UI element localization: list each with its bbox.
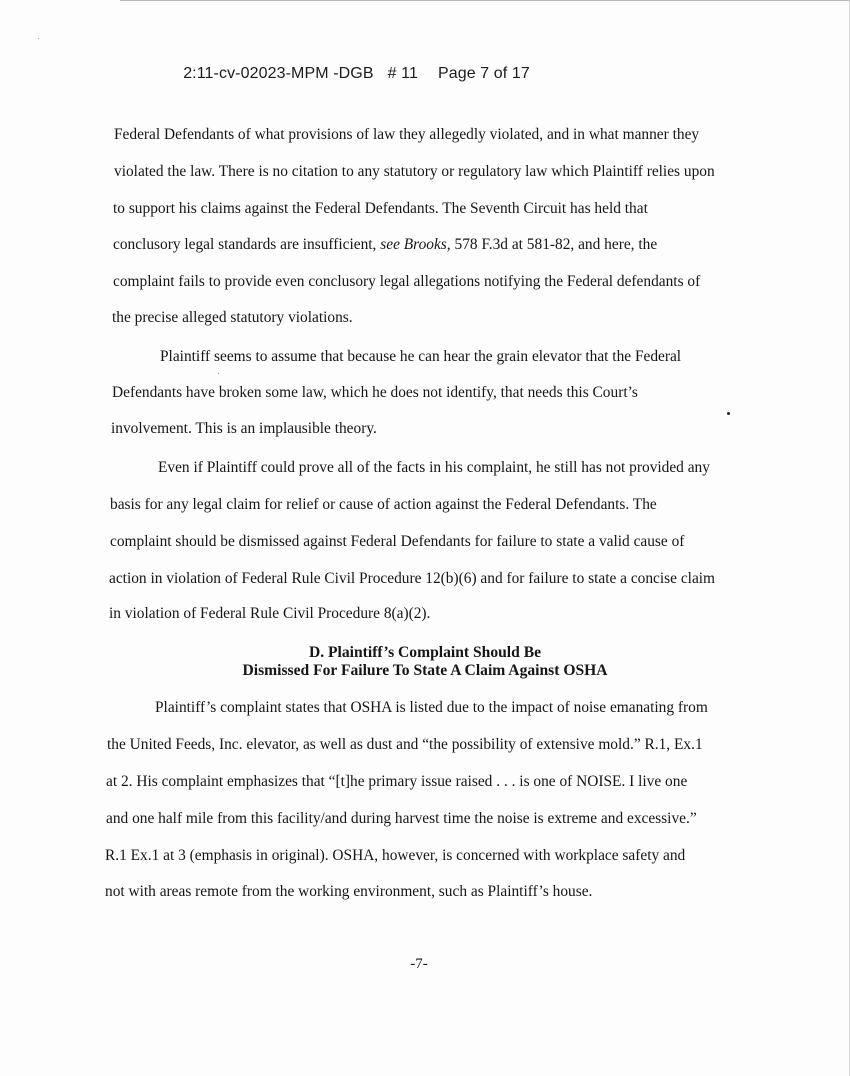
- body-text: conclusory legal standards are insufficient,: [113, 236, 381, 253]
- body-line: not with areas remote from the working environment, such as Plaintiff’s house.: [105, 883, 593, 900]
- body-line: the United Feeds, Inc. elevator, as well as dust and “the possibility of extensive mold.” R.1, Ex.1: [107, 736, 703, 753]
- body-line: Even if Plaintiff could prove all of the facts in his complaint, he still has not provided any: [158, 459, 710, 476]
- body-line: at 2. His complaint emphasizes that “[t]he primary issue raised . . . is one of NOISE. I live one: [106, 773, 688, 790]
- body-line: complaint fails to provide even conclusory legal allegations notifying the Federal defendants of: [113, 273, 701, 290]
- page-info: Page 7 of 17: [437, 65, 530, 82]
- body-line: Defendants have broken some law, which he does not identify, that needs this Court’s: [112, 384, 638, 401]
- body-line-with-citation: [113, 235, 657, 255]
- body-line: complaint should be dismissed against Federal Defendants for failure to state a valid cause of: [110, 533, 685, 550]
- case-citation: see Brooks,: [380, 236, 451, 253]
- body-line: basis for any legal claim for relief or cause of action against the Federal Defendants. The: [110, 496, 657, 513]
- page-number: -7-: [410, 956, 428, 972]
- body-line: involvement. This is an implausible theory.: [111, 420, 377, 437]
- scan-speck: [218, 373, 219, 374]
- body-line: violated the law. There is no citation to any statutory or regulatory law which Plaintiff relies upon: [114, 163, 715, 180]
- scan-speck: [727, 412, 730, 415]
- body-line: Plaintiff seems to assume that because he can hear the grain elevator that the Federal: [160, 348, 682, 365]
- body-line: the precise alleged statutory violations.: [112, 309, 353, 326]
- body-line: action in violation of Federal Rule Civil Procedure 12(b)(6) and for failure to state a concise claim: [109, 570, 716, 587]
- document-number: # 11: [387, 65, 418, 82]
- body-line: Federal Defendants of what provisions of law they allegedly violated, and in what manner they: [114, 126, 700, 143]
- case-number: 2:11-cv-02023-MPM -DGB: [183, 65, 374, 82]
- ecf-header-stamp: [165, 47, 530, 101]
- body-line: Plaintiff’s complaint states that OSHA is listed due to the impact of noise emanating from: [155, 699, 708, 716]
- scan-speck: [38, 38, 39, 39]
- body-line: to support his claims against the Federal Defendants. The Seventh Circuit has held that: [113, 200, 648, 217]
- body-line: R.1 Ex.1 at 3 (emphasis in original). OSHA, however, is concerned with workplace safety and: [105, 847, 686, 864]
- section-heading: D. Plaintiff’s Complaint Should Be: [308, 644, 542, 661]
- body-line: in violation of Federal Rule Civil Procedure 8(a)(2).: [109, 605, 431, 622]
- section-heading: Dismissed For Failure To State A Claim Against OSHA: [242, 662, 608, 679]
- body-text: 578 F.3d at 581-82, and here, the: [450, 236, 658, 253]
- scan-edge-top: [120, 0, 850, 1]
- body-line: and one half mile from this facility/and during harvest time the noise is extreme and excessive.”: [106, 810, 697, 827]
